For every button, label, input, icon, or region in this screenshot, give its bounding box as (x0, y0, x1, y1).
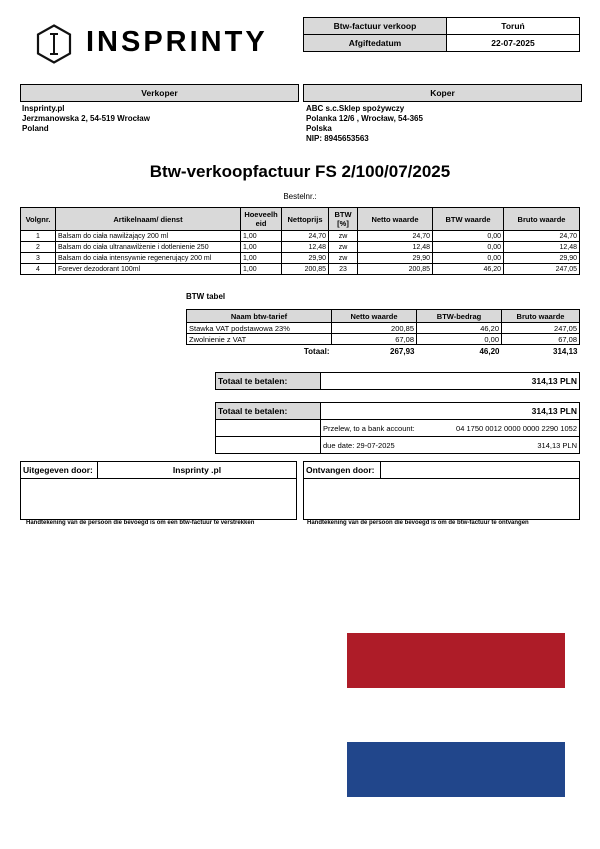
cell: Stawka VAT podstawowa 23% (187, 323, 332, 334)
buyer-address (306, 104, 578, 144)
transfer-label: Przelew, to a bank account: (323, 423, 415, 433)
cell: zw (329, 253, 358, 264)
cell: 29,90 (358, 253, 433, 264)
seller-line: Jerzmanowska 2, 54-519 Wrocław (22, 114, 150, 123)
issued-by-name: Insprinty .pl (98, 462, 297, 479)
col-header: BTW-bedrag (417, 310, 502, 323)
buyer-line: NIP: 8945653563 (306, 134, 369, 143)
due-date-amount: 314,13 PLN (537, 440, 577, 450)
flag-stripe-red (347, 633, 565, 688)
logo-hexagon-icon (36, 24, 72, 64)
cell: 0,00 (433, 231, 504, 242)
total-label: Totaal: (303, 346, 330, 356)
col-header: BTW [%] (329, 208, 358, 231)
cell: 3 (21, 253, 56, 264)
cell: Forever dezodorant 100ml (56, 264, 241, 275)
issued-by-box (20, 461, 297, 520)
amount-due-label-2: Totaal te betalen: (216, 403, 321, 420)
due-date-row (321, 437, 580, 454)
col-header: Nettoprijs (282, 208, 329, 231)
col-header: Volgnr. (21, 208, 56, 231)
issued-caption: Handtekening van de persoon die bevoegd is om een btw-factuur te verstrekken (26, 520, 255, 526)
cell: 0,00 (433, 242, 504, 253)
cell: 29,90 (504, 253, 580, 264)
cell: 247,05 (502, 323, 580, 334)
col-header: Naam btw-tarief (187, 310, 332, 323)
cell: 24,70 (504, 231, 580, 242)
cell: Zwolnienie z VAT (187, 334, 332, 345)
cell: zw (329, 231, 358, 242)
received-signature-area[interactable] (304, 479, 580, 520)
amount-due-value-2: 314,13 PLN (321, 403, 580, 420)
cell: 67,08 (332, 334, 417, 345)
cell: 29,90 (282, 253, 329, 264)
col-header: Netto waarde (332, 310, 417, 323)
invoice-meta-table (303, 17, 580, 52)
doc-city: Toruń (447, 18, 580, 35)
buyer-heading: Koper (303, 84, 582, 102)
table-row (187, 334, 580, 345)
total-gross: 314,13 (553, 346, 578, 356)
items-table (20, 207, 580, 275)
cell: Balsam do ciała intensywnie regenerujący 200 ml (56, 253, 241, 264)
cell: 0,00 (433, 253, 504, 264)
cell: 200,85 (358, 264, 433, 275)
cell: 12,48 (282, 242, 329, 253)
total-net: 267,93 (390, 346, 415, 356)
issue-date: 22-07-2025 (447, 35, 580, 52)
seller-address (22, 104, 297, 134)
vat-table (186, 309, 580, 357)
bank-account: 04 1750 0012 0000 0000 2290 1052 (456, 423, 577, 433)
received-caption: Handtekening van de persoon die bevoegd is om de btw-factuur te ontvangen (307, 520, 529, 526)
col-header: Artikelnaam/ dienst (56, 208, 241, 231)
cell: 24,70 (282, 231, 329, 242)
cell: 1,00 (241, 253, 282, 264)
flag-stripe-white (347, 688, 565, 743)
table-row (21, 242, 580, 253)
cell: 200,85 (332, 323, 417, 334)
amount-due-box (215, 372, 580, 390)
col-header: Hoeveelh eid (241, 208, 282, 231)
order-number-label: Bestelnr.: (283, 192, 317, 201)
total-vat: 46,20 (479, 346, 500, 356)
flag-stripe-blue (347, 742, 565, 797)
cell: 1,00 (241, 231, 282, 242)
col-header: Netto waarde (358, 208, 433, 231)
received-by-name (381, 462, 580, 479)
netherlands-flag-icon (347, 633, 565, 797)
vat-table-title: BTW tabel (186, 292, 226, 301)
col-header: Bruto waarde (504, 208, 580, 231)
issue-date-label: Afgiftedatum (304, 35, 447, 52)
table-row (187, 323, 580, 334)
due-date: due date: 29-07-2025 (323, 440, 395, 450)
cell: 46,20 (417, 323, 502, 334)
cell: 23 (329, 264, 358, 275)
cell: 2 (21, 242, 56, 253)
payment-details-box (215, 402, 580, 454)
cell: 1,00 (241, 242, 282, 253)
received-by-label: Ontvangen door: (304, 462, 381, 479)
bank-transfer-row (321, 420, 580, 437)
invoice-title: Btw-verkoopfactuur FS 2/100/07/2025 (149, 162, 451, 181)
seller-heading: Verkoper (20, 84, 299, 102)
issued-signature-area[interactable] (21, 479, 297, 520)
cell: 24,70 (358, 231, 433, 242)
logo-wordmark: INSPRINTY (86, 26, 268, 58)
table-row (21, 264, 580, 275)
cell: 0,00 (417, 334, 502, 345)
cell: 46,20 (433, 264, 504, 275)
table-row (21, 231, 580, 242)
cell: 67,08 (502, 334, 580, 345)
col-header: Bruto waarde (502, 310, 580, 323)
cell: zw (329, 242, 358, 253)
seller-line: Poland (22, 124, 49, 133)
seller-line: Insprinty.pl (22, 104, 65, 113)
buyer-line: ABC s.c.Sklep spożywczy (306, 104, 405, 113)
cell: Balsam do ciała ultranawilżenie i dotlenienie 250 (56, 242, 241, 253)
buyer-line: Polska (306, 124, 332, 133)
cell: 247,05 (504, 264, 580, 275)
cell: 1 (21, 231, 56, 242)
amount-due-value: 314,13 PLN (321, 373, 580, 390)
doc-type-label: Btw-factuur verkoop (304, 18, 447, 35)
buyer-line: Polanka 12/6 , Wrocław, 54-365 (306, 114, 423, 123)
cell: 200,85 (282, 264, 329, 275)
issued-by-label: Uitgegeven door: (21, 462, 98, 479)
cell: 12,48 (358, 242, 433, 253)
cell: 12,48 (504, 242, 580, 253)
col-header: BTW waarde (433, 208, 504, 231)
received-by-box (303, 461, 580, 520)
cell: 1,00 (241, 264, 282, 275)
amount-due-label: Totaal te betalen: (216, 373, 321, 390)
cell: 4 (21, 264, 56, 275)
table-row (21, 253, 580, 264)
cell: Balsam do ciała nawilżający 200 ml (56, 231, 241, 242)
vat-total-row (187, 345, 580, 358)
